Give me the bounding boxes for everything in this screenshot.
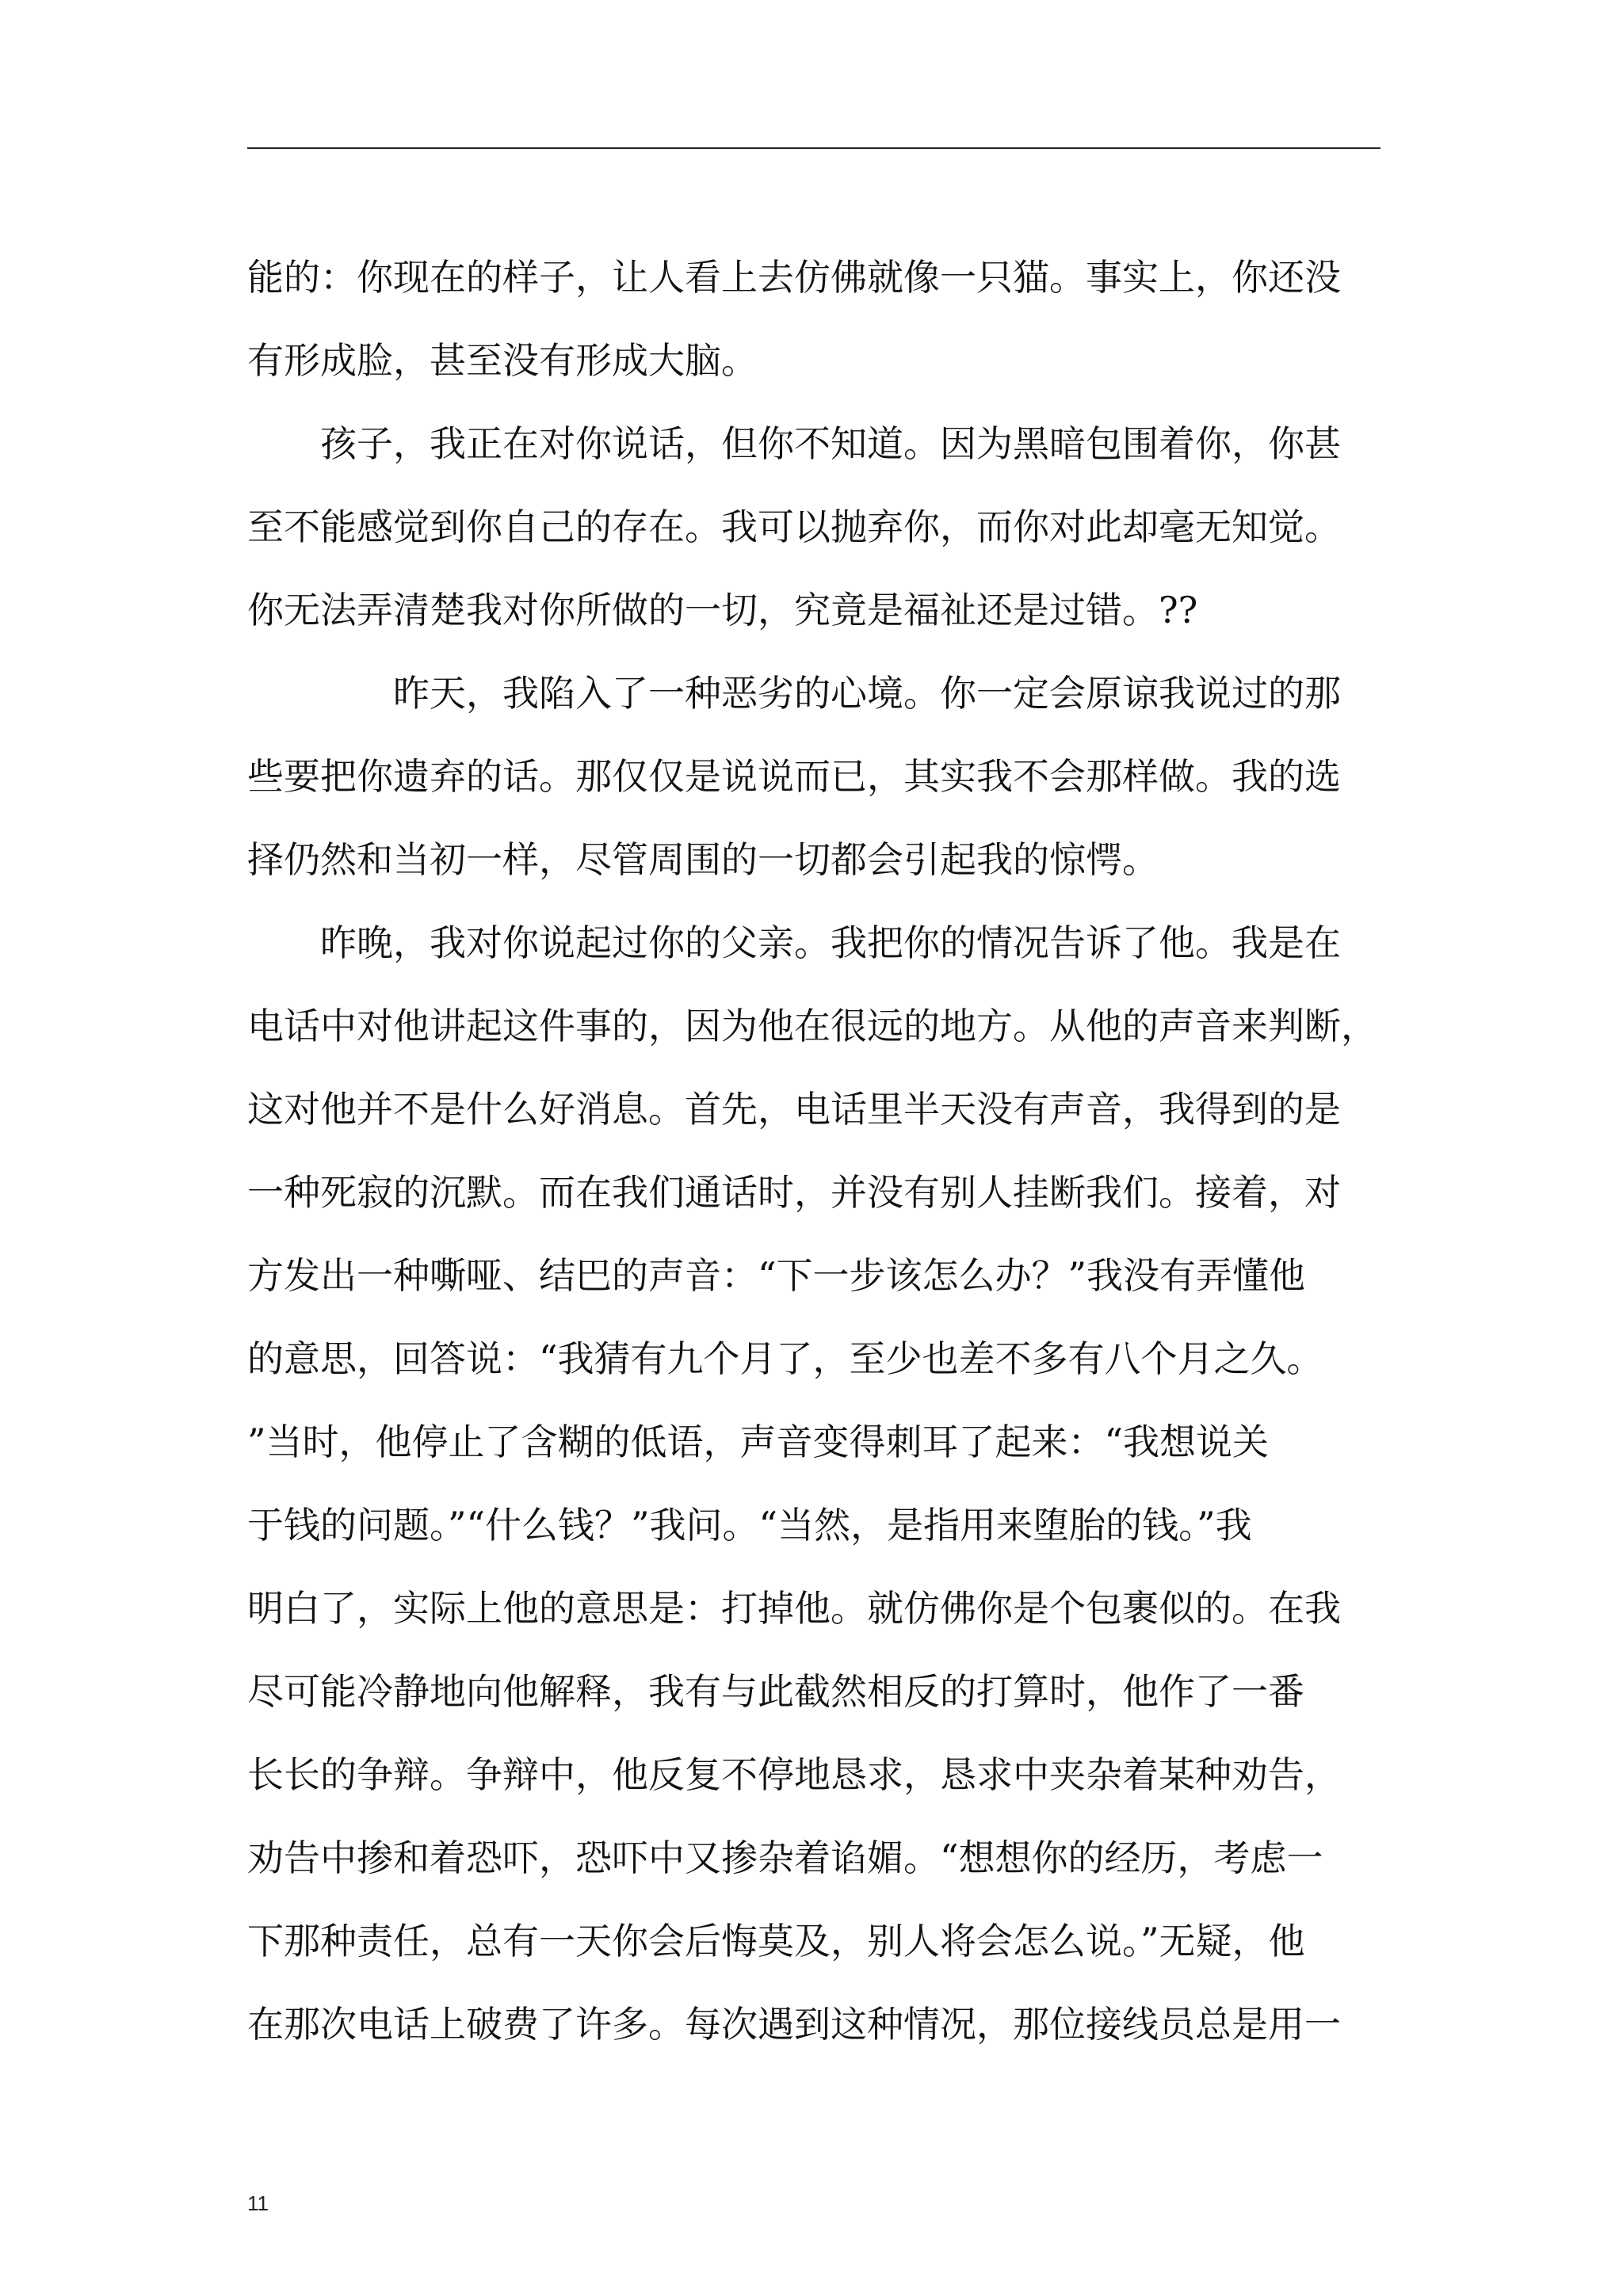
text-line: 劝告中掺和着恐吓，恐吓中又掺杂着谄媚。“想想你的经历，考虑一	[247, 1836, 1323, 1879]
text-line: 些要把你遗弃的话。那仅仅是说说而已，其实我不会那样做。我的选	[247, 755, 1341, 798]
text-line: 方发出一种嘶哑、结巴的声音：“下一步该怎么办？”我没有弄懂他	[247, 1254, 1306, 1297]
text-line: 你无法弄清楚我对你所做的一切，究竟是福祉还是过错。??	[247, 589, 1198, 631]
text-line: 能的：你现在的样子，让人看上去仿佛就像一只猫。事实上，你还没	[247, 256, 1341, 299]
text-line: 这对他并不是什么好消息。首先，电话里半天没有声音，我得到的是	[247, 1088, 1341, 1131]
text-line: ”当时，他停止了含糊的低语，声音变得刺耳了起来：“我想说关	[247, 1421, 1270, 1463]
text-line: 择仍然和当初一样，尽管周围的一切都会引起我的惊愕。	[247, 838, 1159, 881]
text-line: 尽可能冷静地向他解释，我有与此截然相反的打算时，他作了一番	[247, 1670, 1304, 1713]
text-line: 孩子，我正在对你说话，但你不知道。因为黑暗包围着你，你甚	[247, 422, 1341, 465]
text-line: 长长的争辩。争辩中，他反复不停地恳求，恳求中夹杂着某种劝告，	[247, 1753, 1341, 1796]
body-text	[247, 236, 1388, 2066]
text-line: 有形成脸，甚至没有形成大脑。	[247, 339, 758, 382]
text-line: 至不能感觉到你自己的存在。我可以抛弃你，而你对此却毫无知觉。	[247, 505, 1341, 548]
text-line: 于钱的问题。”“什么钱？”我问。“当然，是指用来堕胎的钱。”我	[247, 1504, 1252, 1547]
text-line: 下那种责任，总有一天你会后悔莫及，别人将会怎么说。”无疑，他	[247, 1920, 1305, 1962]
text-line: 昨天，我陷入了一种恶劣的心境。你一定会原谅我说过的那	[247, 672, 1341, 715]
text-line: 的意思，回答说：“我猜有九个月了，至少也差不多有八个月之久。	[247, 1337, 1323, 1380]
text-line: 电话中对他讲起这件事的，因为他在很远的地方。从他的声音来判断，	[247, 1005, 1377, 1047]
text-line: 一种死寂的沉默。而在我们通话时，并没有别人挂断我们。接着，对	[247, 1171, 1341, 1214]
page-number: 11	[247, 2191, 269, 2215]
header-rule	[247, 147, 1381, 149]
text-line: 昨晚，我对你说起过你的父亲。我把你的情况告诉了他。我是在	[247, 921, 1341, 964]
text-line: 明白了，实际上他的意思是：打掉他。就仿佛你是个包裹似的。在我	[247, 1587, 1341, 1630]
text-line: 在那次电话上破费了许多。每次遇到这种情况，那位接线员总是用一	[247, 2003, 1341, 2046]
